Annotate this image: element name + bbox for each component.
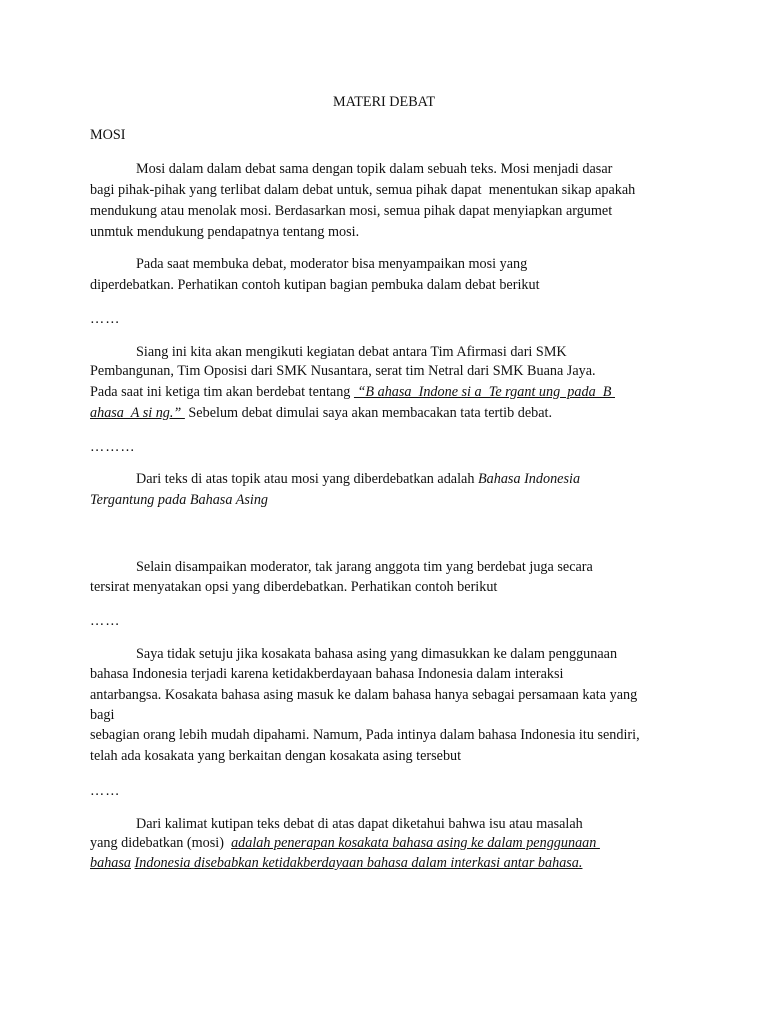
- document-title: MATERI DEBAT: [332, 94, 436, 110]
- paragraph-7-line-3: [90, 854, 582, 872]
- paragraph-3-line-4: [90, 404, 552, 422]
- ellipsis-1: ……: [90, 311, 121, 327]
- paragraph-7-line-2: [90, 834, 600, 852]
- paragraph-2-line-2: diperdebatkan. Perhatikan contoh kutipan bagian pembuka dalam debat berikut: [90, 277, 540, 293]
- motion-quote-part-2: ahasa A si ng.”: [90, 405, 185, 421]
- paragraph-7-line-1: Dari kalimat kutipan teks debat di atas dapat diketahui bahwa isu atau masalah: [136, 816, 583, 832]
- paragraph-1-line-3: mendukung atau menolak mosi. Berdasarkan mosi, semua pihak dapat menyiapkan argumet: [90, 203, 613, 219]
- issue-statement-part-2b: Indonesia disebabkan ketidakberdayaan bahasa dalam interkasi antar bahasa.: [134, 855, 583, 871]
- paragraph-4-line-1: [136, 470, 580, 488]
- ellipsis-3: ……: [90, 613, 121, 629]
- paragraph-6-line-5: sebagian orang lebih mudah dipahami. Namum, Pada intinya dalam bahasa Indonesia itu sendiri,: [90, 727, 640, 743]
- motion-italic-part-2: Tergantung pada Bahasa Asing: [90, 492, 269, 508]
- paragraph-3-line-1: Siang ini kita akan mengikuti kegiatan debat antara Tim Afirmasi dari SMK: [136, 344, 567, 360]
- paragraph-6-line-1: Saya tidak setuju jika kosakata bahasa asing yang dimasukkan ke dalam penggunaan: [136, 646, 618, 662]
- paragraph-2-line-1: Pada saat membuka debat, moderator bisa menyampaikan mosi yang: [136, 256, 528, 272]
- motion-italic-part-1: Bahasa Indonesia: [477, 471, 581, 487]
- paragraph-4-line-1-text: Dari teks di atas topik atau mosi yang diberdebatkan adalah: [136, 471, 478, 487]
- paragraph-1-line-4: unmtuk mendukung pendapatnya tentang mosi.: [90, 224, 360, 240]
- issue-statement-part-1: adalah penerapan kosakata bahasa asing ke dalam penggunaan: [231, 835, 600, 851]
- motion-quote-part-1: “B ahasa Indone si a Te rgant ung pada B: [353, 384, 615, 400]
- paragraph-5-line-1: Selain disampaikan moderator, tak jarang anggota tim yang berdebat juga secara: [136, 559, 593, 575]
- paragraph-3-line-3: [90, 383, 615, 401]
- paragraph-3-line-4-text: Sebelum debat dimulai saya akan membacakan tata tertib debat.: [184, 405, 553, 421]
- paragraph-3-line-3-text: Pada saat ini ketiga tim akan berdebat tentang: [90, 384, 354, 400]
- paragraph-6-line-3: antarbangsa. Kosakata bahasa asing masuk ke dalam bahasa hanya sebagai persamaan kata yang: [90, 687, 638, 703]
- ellipsis-2: ………: [90, 439, 136, 455]
- paragraph-6-line-6: telah ada kosakata yang berkaitan dengan kosakata asing tersebut: [90, 748, 462, 764]
- paragraph-1-line-2: bagi pihak-pihak yang terlibat dalam debat untuk, semua pihak dapat menentukan sikap apakah: [90, 182, 636, 198]
- paragraph-6-line-2: bahasa Indonesia terjadi karena ketidakberdayaan bahasa Indonesia dalam interaksi: [90, 666, 564, 682]
- paragraph-3-line-2: Pembangunan, Tim Oposisi dari SMK Nusantara, serat tim Netral dari SMK Buana Jaya.: [90, 363, 596, 379]
- paragraph-7-line-2-text: yang didebatkan (mosi): [90, 835, 232, 851]
- section-heading: MOSI: [90, 127, 126, 143]
- paragraph-1-line-1: Mosi dalam dalam debat sama dengan topik dalam sebuah teks. Mosi menjadi dasar: [136, 161, 613, 177]
- issue-statement-part-2a: bahasa: [90, 855, 131, 871]
- ellipsis-4: ……: [90, 783, 121, 799]
- paragraph-5-line-2: tersirat menyatakan opsi yang diberdebatkan. Perhatikan contoh berikut: [90, 579, 498, 595]
- paragraph-6-line-4: bagi: [90, 707, 115, 723]
